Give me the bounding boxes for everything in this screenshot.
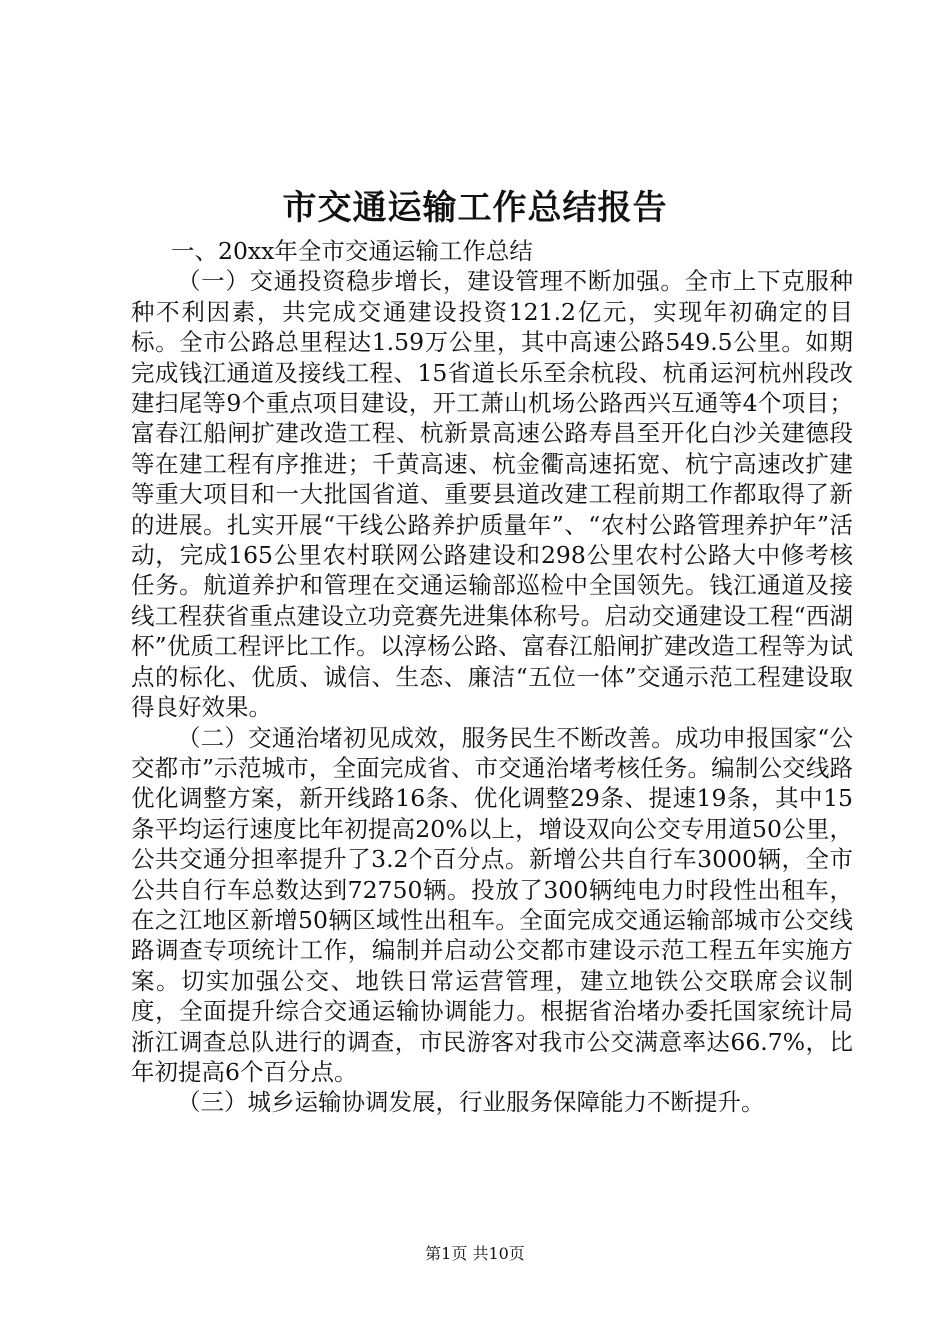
document-title: 市交通运输工作总结报告: [282, 188, 668, 228]
section-heading: 一、20xx年全市交通运输工作总结: [171, 237, 533, 265]
document-body: [131, 236, 853, 1118]
paragraph-congestion: （二）交通治堵初见成效，服务民生不断改善。成功申报国家“公交都市”示范城市，全面完成省、市交通治堵考核任务。编制公交线路优化调整方案，新开线路16条、优化调整29条、提速19条，其中15条平均运行速度比年初提高20%以上，增设双向公交专用道50公里，公共交通分担率提升了3.2个百分点。新增公共自行车3000辆，全市公共自行车总数达到72750辆。投放了300辆纯电力时段性出租车，在之江地区新增50辆区域性出租车。全面完成交通运输部城市公交线路调查专项统计工作，编制并启动公交都市建设示范工程五年实施方案。切实加强公交、地铁日常运营管理，建立地铁公交联席会议制度，全面提升综合交通运输协调能力。根据省治堵办委托国家统计局浙江调查总队进行的调查，市民游客对我市公交满意率达66.7%，比年初提高6个百分点。: [131, 723, 853, 1086]
page-footer: 第1页 共10页: [425, 1244, 525, 1263]
paragraph-investment: （一）交通投资稳步增长，建设管理不断加强。全市上下克服种种不利因素，共完成交通建设投资121.2亿元，实现年初确定的目标。全市公路总里程达1.59万公里，其中高速公路549.5公里。如期完成钱江通道及接线工程、15省道长乐至余杭段、杭甬运河杭州段改建扫尾等9个重点项目建设，开工萧山机场公路西兴互通等4个项目；富春江船闸扩建改造工程、杭新景高速公路寿昌至开化白沙关建德段等在建工程有序推进；千黄高速、杭金衢高速拓宽、杭宁高速改扩建等重大项目和一大批国省道、重要县道改建工程前期工作都取得了新的进展。扎实开展“干线公路养护质量年”、“农村公路管理养护年”活动，完成165公里农村联网公路建设和298公里农村公路大中修考核任务。航道养护和管理在交通运输部巡检中全国领先。钱江通道及接线工程获省重点建设立功竞赛先进集体称号。启动交通建设工程“西湖杯”优质工程评比工作。以淳杨公路、富春江船闸扩建改造工程等为试点的标化、优质、诚信、生态、廉洁“五位一体”交通示范工程建设取得良好效果。: [131, 267, 853, 722]
paragraph-transport: （三）城乡运输协调发展，行业服务保障能力不断提升。: [177, 1088, 765, 1117]
